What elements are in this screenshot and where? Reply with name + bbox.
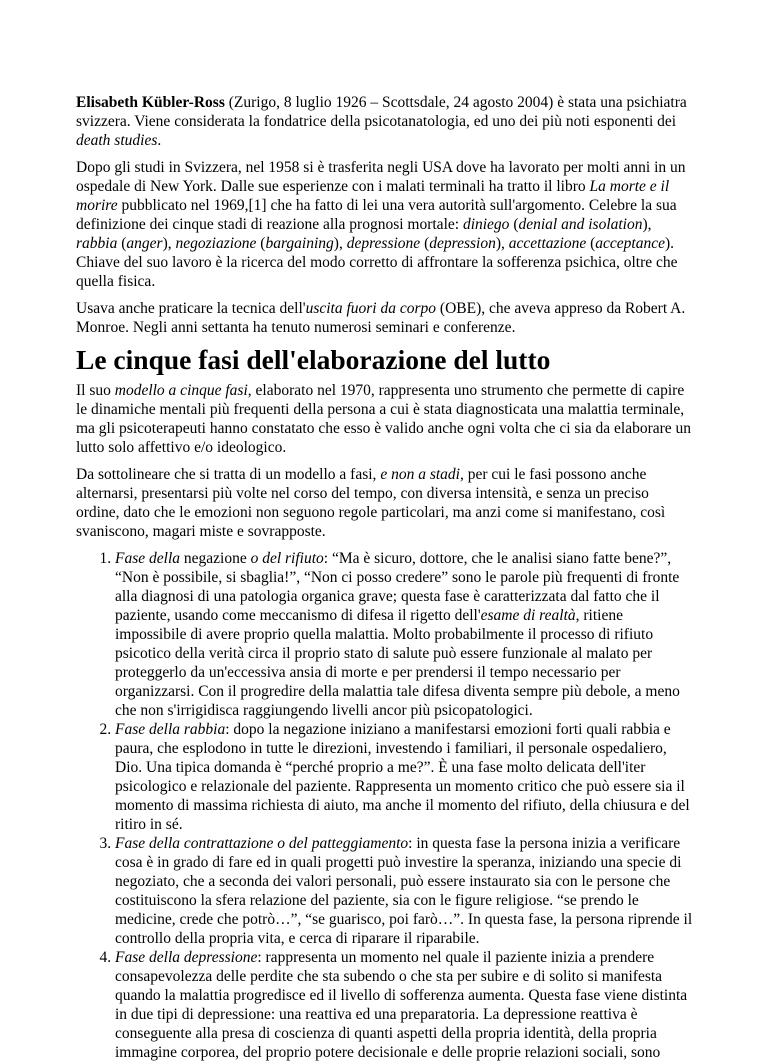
- book-title: La morte e il morire: [76, 178, 670, 214]
- list-item-contrattazione: 3. Fase della contrattazione o del patteggiamento: in questa fase la persona inizia a verificare cosa è in grado di fare ed in quali progetti può investire la speranza, iniziando una specie di negoziato, che a seconda dei valori personali, può essere instaurato sia con le persone che costituiscono la sfera relazione del paziente, sia con le figure religiose. “se prendo le medicine, crede che potrò…”, “se guarisco, poi farò…”. In questa fase, la persona riprende il controllo della propria vita, e cerca di riparare il riparabile.: [115, 834, 696, 948]
- author-name: Elisabeth Kübler-Ross: [76, 94, 225, 111]
- career-paragraph: Dopo gli studi in Svizzera, nel 1958 si è trasferita negli USA dove ha lavorato per molti anni in un ospedale di New York. Dalle sue esperienze con i malati terminali ha tratto il libro La morte e il morire pubblicato nel 1969,[1] che ha fatto di lei una vera autorità sull'argomento. Celebre la sua definizione dei cinque stadi di reazione alla prognosi mortale: diniego (denial and isolation), rabbia (anger), negoziazione (bargaining), depressione (depression), accettazione (acceptance). Chiave del suo lavoro è la ricerca del modo corretto di affrontare la sofferenza psichica, oltre che quella fisica.: [76, 159, 686, 290]
- obe-paragraph: Usava anche praticare la tecnica dell'uscita fuori da corpo (OBE), che aveva appreso da Robert A. Monroe. Negli anni settanta ha tenuto numerosi seminari e conferenze.: [76, 300, 686, 336]
- intro-paragraph: Elisabeth Kübler-Ross (Zurigo, 8 luglio 1926 – Scottsdale, 24 agosto 2004) è stata una psichiatra svizzera. Viene considerata la fondatrice della psicotanatologia, ed uno dei più noti esponenti dei death studies.: [76, 94, 687, 149]
- model-paragraph: Il suo modello a cinque fasi, elaborato nel 1970, rappresenta uno strumento che permette di capire le dinamiche mentali più frequenti della persona a cui è stata diagnosticata una malattia terminale, ma gli psicoterapeuti hanno constatato che esso è valido anche ogni volta che ci sia da elaborare un lutto solo affettivo e/o ideologico.: [76, 382, 692, 456]
- phases-note-paragraph: Da sottolineare che si tratta di un modello a fasi, e non a stadi, per cui le fasi possono anche alternarsi, presentarsi più volte nel corso del tempo, con diversa intensità, e senza un preciso ordine, dato che le emozioni non seguono regole particolari, ma anzi come si manifestano, così svaniscono, magari miste e sovrapposte.: [76, 466, 666, 540]
- phases-list: [76, 549, 696, 1062]
- list-item-depressione: 4. Fase della depressione: rappresenta un momento nel quale il paziente inizia a prendere consapevolezza delle perdite che sta subendo o che sta per subire e di solito si manifesta quando la malattia progredisce ed il livello di sofferenza aumenta. Questa fase viene distinta in due tipi di depressione: una reattiva ed una preparatoria. La depressione reattiva è conseguente alla presa di coscienza di quanti aspetti della propria identità, della propria immagine corporea, del proprio potere decisionale e delle proprie relazioni sociali, sono: [115, 948, 696, 1062]
- document-body: [76, 93, 696, 1062]
- list-item-negazione: 1. Fase della negazione o del rifiuto: “Ma è sicuro, dottore, che le analisi siano fatte bene?”, “Non è possibile, si sbaglia!”, “Non ci posso credere” sono le parole più frequenti di fronte alla diagnosi di una patologia organica grave; questa fase è caratterizzata dal fatto che il paziente, usando come meccanismo di difesa il rigetto dell'esame di realtà, ritiene impossibile di avere proprio quella malattia. Molto probabilmente il processo di rifiuto psicotico della verità circa il proprio stato di salute può essere funzionale al malato per proteggerlo da un'eccessiva ansia di morte e per prendersi il tempo necessario per organizzarsi. Con il progredire della malattia tale difesa diventa sempre più debole, a meno che non s'irrigidisca raggiungendo livelli ancor più psicopatologici.: [115, 549, 696, 720]
- list-item-rabbia: 2. Fase della rabbia: dopo la negazione iniziano a manifestarsi emozioni forti quali rabbia e paura, che esplodono in tutte le direzioni, investendo i familiari, il personale ospedaliero, Dio. Una tipica domanda è “perché proprio a me?”. È una fase molto delicata dell'iter psicologico e relazionale del paziente. Rappresenta un momento critico che può essere sia il momento di massima richiesta di aiuto, ma anche il momento del rifiuto, della chiusura e del ritiro in sé.: [115, 720, 696, 834]
- section-heading: Le cinque fasi dell'elaborazione del lutto: [76, 344, 551, 375]
